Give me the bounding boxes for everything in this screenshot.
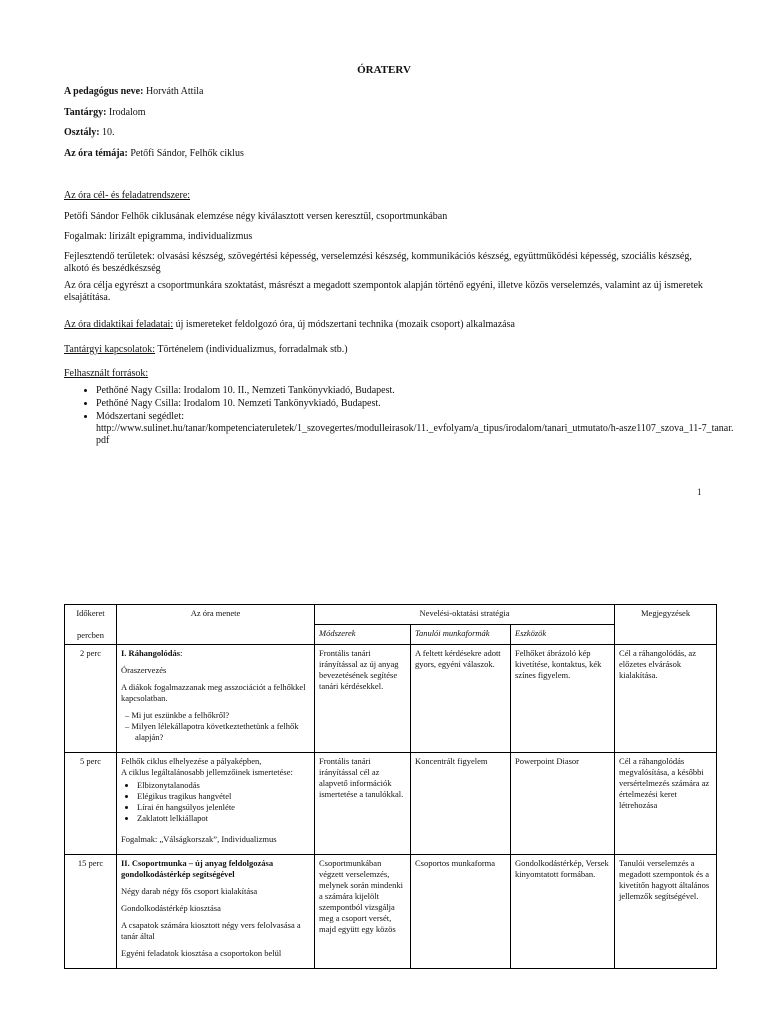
row-flow-bullet: • Elbizonytalanodás <box>137 780 310 791</box>
row-flow-title: I. Ráhangolódás <box>121 648 181 658</box>
row-tools: Felhőket ábrázoló kép kivetítése, kontaktus, kék színes figyelem. <box>511 645 615 753</box>
goals-heading: Az óra cél- és feladatrendszere: <box>64 190 191 201</box>
row-flow-bullet: • Lírai én hangsúlyos jelenléte <box>137 802 310 813</box>
topic-value: Petőfi Sándor, Felhők ciklus <box>127 148 244 159</box>
didactic-label: Az óra didaktikai feladatai: <box>64 319 174 330</box>
row-flow-text: A csapatok számára kiosztott négy vers felolvasása a tanár által <box>121 920 301 941</box>
header-flow: Az óra menete <box>117 605 315 645</box>
didactic-value: új ismereteket feldolgozó óra, új módszertani technika (mozaik csoport) alkalmazása <box>173 319 515 330</box>
topic-line <box>64 148 244 159</box>
header-tools: Eszközök <box>511 625 615 645</box>
goals-paragraph-3: Fejlesztendő területek: olvasási készség, szövegértési képesség, verselemzési készség, kommunikációs készség, együttműködési képesség, szociális készség, alkotó és beszédkészség <box>64 251 692 274</box>
table-header-row <box>65 605 717 625</box>
teacher-label: A pedagógus neve: <box>64 86 144 97</box>
row-flow <box>117 645 315 753</box>
didactic-line <box>64 319 704 331</box>
class-label: Osztály: <box>64 127 100 138</box>
teacher-line <box>64 86 203 97</box>
header-time-line-1: Időkeret <box>76 608 105 618</box>
source-item: • Pethőné Nagy Csilla: Irodalom 10. Nemzeti Tankönyvkiadó, Budapest. <box>96 398 736 410</box>
row-flow-bullet: • Elégikus tragikus hangvétel <box>137 791 310 802</box>
row-methods: Frontális tanári irányítással az új anyag bevezetésének segítése tanári kérdésekkel. <box>315 645 411 753</box>
row-flow-text: Óraszervezés <box>121 665 167 675</box>
table-row <box>65 753 717 855</box>
row-tools: Powerpoint Diasor <box>511 753 615 855</box>
row-methods: Csoportmunkában végzett verselemzés, melynek során mindenki a számára kijelölt szempontból vizsgálja meg a csoport versét, majd együtt egy közös <box>315 855 411 969</box>
goals-paragraph-4: Az óra célja egyrészt a csoportmunkára szoktatást, másrészt a megadott szempontok alapján történő egyéni, illetve közös verselemzés, valamint az új ismeretek elsajátítása. <box>64 280 703 303</box>
class-value: 10. <box>99 127 115 138</box>
row-methods: Frontális tanári irányítással cél az alapvető információk ismertetése a tanulókkal. <box>315 753 411 855</box>
row-flow-bullet: • Zaklatott lelkiállapot <box>137 813 310 824</box>
table-row <box>65 645 717 753</box>
source-item <box>96 411 736 447</box>
row-flow-title-suffix: : <box>180 648 183 658</box>
row-notes: Cél a ráhangolódás, az előzetes elvárások kialakítása. <box>615 645 717 753</box>
row-time: 2 perc <box>65 645 117 753</box>
row-flow-question: – Milyen lélekállapotra következtethetünk a felhők alapján? <box>135 721 310 743</box>
row-flow-text: Egyéni feladatok kiosztása a csoportokon belül <box>121 948 282 958</box>
row-flow <box>117 855 315 969</box>
row-notes: Cél a ráhangolódás megvalósítása, a későbbi versértelmezés számára az értelmezési keret létrehozása <box>615 753 717 855</box>
row-forms: Koncentrált figyelem <box>411 753 511 855</box>
row-flow-text: Fogalmak: „Válságkorszak”, Individualizmus <box>121 834 277 844</box>
row-flow-text: A diákok fogalmazzanak meg asszociációt a felhőkkel kapcsolatban. <box>121 682 306 703</box>
row-flow-text: Gondolkodástérkép kiosztása <box>121 903 221 913</box>
row-flow-text: Négy darab négy fős csoport kialakítása <box>121 886 258 896</box>
row-time: 15 perc <box>65 855 117 969</box>
sources-list <box>64 385 736 448</box>
header-time-line-2: percben <box>77 630 104 640</box>
goals-paragraph-1: Petőfi Sándor Felhők ciklusának elemzése négy kiválasztott versen keresztül, csoportmunkában <box>64 211 448 222</box>
links-value: Történelem (individualizmus, forradalmak stb.) <box>155 344 348 355</box>
header-strategy: Nevelési-oktatási stratégia <box>315 605 615 625</box>
row-tools: Gondolkodástérkép, Versek kinyomtatott formában. <box>511 855 615 969</box>
subject-label: Tantárgy: <box>64 107 107 118</box>
subject-value: Irodalom <box>106 107 146 118</box>
links-line <box>64 344 704 356</box>
class-line <box>64 127 115 138</box>
links-label: Tantárgyi kapcsolatok: <box>64 344 156 355</box>
row-notes: Tanulói verselemzés a megadott szempontok és a kivetítőn hagyott általános jellemzők segítségével. <box>615 855 717 969</box>
header-methods: Módszerek <box>315 625 411 645</box>
header-time <box>65 605 117 645</box>
row-flow-text: A ciklus legáltalánosabb jellemzőinek ismertetése: <box>121 767 293 777</box>
topic-label: Az óra témája: <box>64 148 128 159</box>
subject-line <box>64 107 146 118</box>
sources-heading: Felhasznált források: <box>64 368 149 379</box>
table-row <box>65 855 717 969</box>
document-title: ÓRATERV <box>357 64 411 76</box>
row-flow <box>117 753 315 855</box>
source-item: • Pethőné Nagy Csilla: Irodalom 10. II., Nemzeti Tankönyvkiadó, Budapest. <box>96 385 736 397</box>
row-forms: A feltett kérdésekre adott gyors, egyéni válaszok. <box>411 645 511 753</box>
row-flow-title: II. Csoportmunka – új anyag feldolgozása gondolkodástérkép segítségével <box>121 858 274 879</box>
source-item-label: Módszertani segédlet: <box>96 411 185 422</box>
page-number: 1 <box>697 487 702 497</box>
lesson-plan-table <box>64 604 717 969</box>
row-forms: Csoportos munkaforma <box>411 855 511 969</box>
row-flow-text: Felhők ciklus elhelyezése a pályaképben, <box>121 756 262 766</box>
source-url[interactable]: http://www.sulinet.hu/tanar/kompetenciateruletek/1_szovegertes/modulleirasok/11._evfolyam/a_tipus/irodalom/tanari_utmutato/h-asze1107_szova_11-7_tanar.pdf <box>96 423 734 446</box>
header-forms: Tanulói munkaformák <box>411 625 511 645</box>
row-time: 5 perc <box>65 753 117 855</box>
header-notes: Megjegyzések <box>615 605 717 645</box>
teacher-value: Horváth Attila <box>143 86 204 97</box>
goals-paragraph-2: Fogalmak: lírizált epigramma, individualizmus <box>64 231 253 242</box>
row-flow-question: – Mi jut eszünkbe a felhőkről? <box>135 710 310 721</box>
